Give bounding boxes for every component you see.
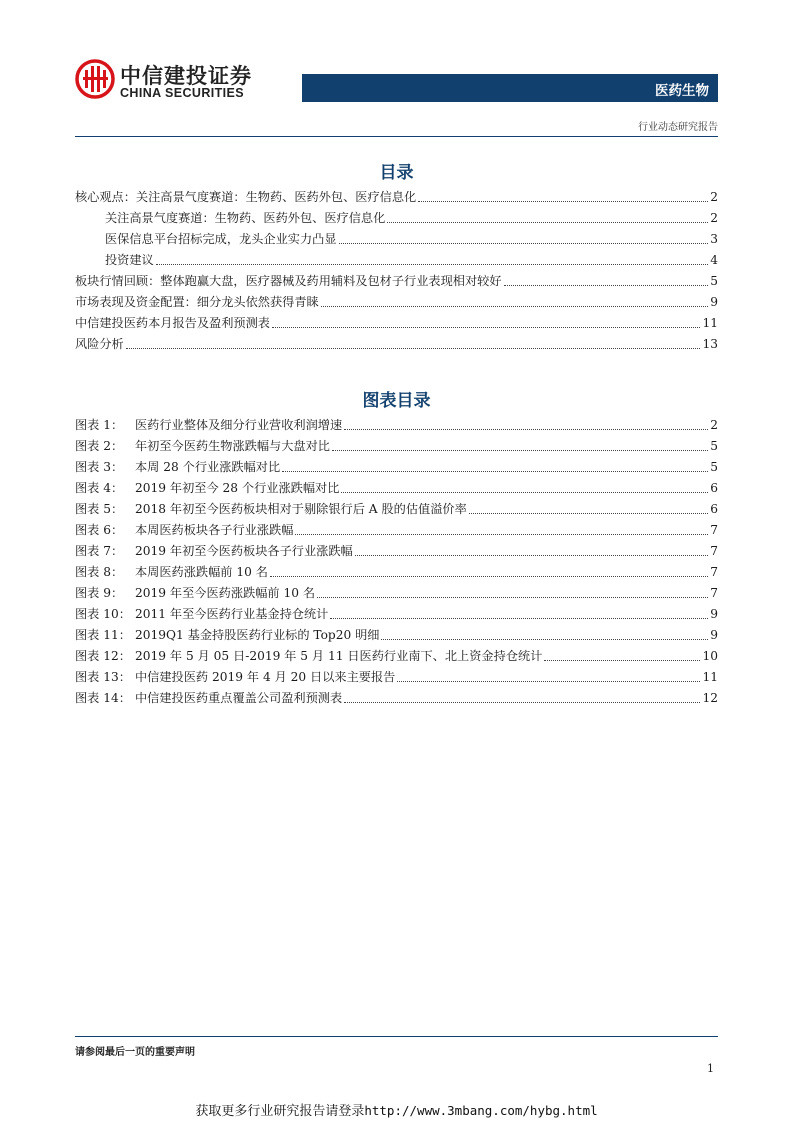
figure-entry[interactable] (75, 601, 718, 622)
figure-entry-label (75, 502, 467, 517)
figure-caption: 2019 年初至今医药板块各子行业涨跌幅 (135, 544, 353, 558)
entry-page-number: 5 (710, 439, 718, 453)
dot-leader (330, 618, 708, 619)
figure-entry[interactable] (75, 433, 718, 454)
entry-page-number: 9 (710, 628, 718, 642)
entry-page-number: 5 (710, 274, 718, 288)
figure-entry-label (75, 649, 542, 664)
company-logo (74, 58, 274, 108)
disclaimer-note: 请参阅最后一页的重要声明 (75, 1047, 195, 1058)
toc-entry[interactable] (75, 268, 718, 289)
figure-number: 图表 13： (75, 670, 131, 684)
figure-number: 图表 2： (75, 439, 124, 453)
figure-caption: 2019 年至今医药涨跌幅前 10 名 (135, 586, 316, 600)
dot-leader (272, 327, 700, 328)
dot-leader (317, 597, 708, 598)
figure-entry-label (75, 565, 268, 580)
entry-page-number: 9 (710, 295, 718, 309)
download-link[interactable]: http://www.3mbang.com/hybg.html (364, 1103, 598, 1118)
figure-entry[interactable] (75, 559, 718, 580)
figure-number: 图表 3： (75, 460, 124, 474)
figure-entry[interactable] (75, 517, 718, 538)
dot-leader (469, 513, 708, 514)
entry-page-number: 7 (710, 586, 718, 600)
dot-leader (355, 555, 709, 556)
entry-page-number: 2 (710, 418, 718, 432)
figure-caption: 年初至今医药生物涨跌幅与大盘对比 (135, 439, 330, 453)
toc-entry[interactable] (75, 226, 718, 247)
entry-page-number: 2 (710, 190, 718, 204)
toc-list (75, 184, 718, 352)
figure-number: 图表 7： (75, 544, 124, 558)
entry-page-number: 7 (710, 544, 718, 558)
dot-leader (341, 492, 708, 493)
dot-leader (126, 348, 701, 349)
figure-number: 图表 11： (75, 628, 131, 642)
category-banner (302, 74, 718, 102)
figure-caption: 中信建投医药 2019 年 4 月 20 日以来主要报告 (135, 670, 396, 684)
figure-caption: 2019 年初至今 28 个行业涨跌幅对比 (135, 481, 340, 495)
figure-entry-label (75, 607, 328, 622)
figure-entry[interactable] (75, 412, 718, 433)
figure-number: 图表 9： (75, 586, 124, 600)
figure-caption: 医药行业整体及细分行业营收利润增速 (135, 418, 343, 432)
toc-title: 目录 (379, 163, 414, 183)
toc-entry[interactable] (75, 184, 718, 205)
dot-leader (387, 222, 708, 223)
figure-entry[interactable] (75, 580, 718, 601)
entry-page-number: 3 (710, 232, 718, 246)
page-number: 1 (707, 1062, 714, 1075)
entry-page-number: 9 (710, 607, 718, 621)
figure-entry-label (75, 460, 280, 475)
figure-entry[interactable] (75, 643, 718, 664)
figure-entry[interactable] (75, 538, 718, 559)
toc-entry[interactable] (75, 289, 718, 310)
header-divider (75, 136, 718, 137)
toc-entry-label: 风险分析 (75, 337, 124, 351)
figure-entry[interactable] (75, 685, 718, 706)
figure-number: 图表 6： (75, 523, 124, 537)
toc-entry[interactable] (75, 331, 718, 352)
dot-leader (504, 285, 709, 286)
logo-english-name: CHINA SECURITIES (120, 86, 245, 100)
category-label: 医药生物 (655, 83, 709, 99)
figure-entry[interactable] (75, 454, 718, 475)
toc-entry-label: 医保信息平台招标完成，龙头企业实力凸显 (105, 232, 337, 246)
figure-entry-label (75, 691, 342, 706)
toc-entry-label: 板块行情回顾：整体跑赢大盘，医疗器械及药用辅料及包材子行业表现相对较好 (75, 274, 502, 288)
figure-number: 图表 4： (75, 481, 124, 495)
report-type: 行业动态研究报告 (638, 122, 718, 133)
dot-leader (418, 201, 708, 202)
china-securities-logo-icon (74, 58, 116, 100)
figure-entry-label (75, 670, 395, 685)
entry-page-number: 11 (702, 316, 718, 330)
figure-number: 图表 5： (75, 502, 124, 516)
dot-leader (544, 660, 700, 661)
dot-leader (321, 306, 708, 307)
toc-entry-label: 核心观点：关注高景气度赛道：生物药、医药外包、医疗信息化 (75, 190, 417, 204)
dot-leader (339, 243, 709, 244)
figure-caption: 中信建投医药重点覆盖公司盈利预测表 (135, 691, 343, 705)
figure-entry[interactable] (75, 475, 718, 496)
figure-caption: 2019 年 5 月 05 日-2019 年 5 月 11 日医药行业南下、北上资金持仓统计 (135, 649, 543, 663)
dot-leader (156, 264, 708, 265)
figure-list-title: 图表目录 (362, 391, 431, 411)
figure-entry-label (75, 586, 315, 601)
figure-entry-label (75, 628, 379, 643)
figure-entry[interactable] (75, 622, 718, 643)
entry-page-number: 6 (710, 502, 718, 516)
entry-page-number: 7 (710, 523, 718, 537)
figure-caption: 2018 年初至今医药板块相对于剔除银行后 A 股的估值溢价率 (135, 502, 467, 516)
figure-entry-label (75, 481, 339, 496)
toc-entry-label: 市场表现及资金配置：细分龙头依然获得青睐 (75, 295, 319, 309)
download-banner (0, 1100, 793, 1119)
figure-caption: 本周医药涨跌幅前 10 名 (135, 565, 268, 579)
toc-entry-label: 投资建议 (105, 253, 154, 267)
figure-number: 图表 14： (75, 691, 131, 705)
figure-number: 图表 10： (75, 607, 131, 621)
figure-list (75, 412, 718, 706)
figure-entry-label (75, 418, 342, 433)
dot-leader (344, 429, 708, 430)
figure-entry[interactable] (75, 496, 718, 517)
entry-page-number: 5 (710, 460, 718, 474)
figure-number: 图表 1： (75, 418, 124, 432)
dot-leader (282, 471, 708, 472)
entry-page-number: 11 (702, 670, 718, 684)
entry-page-number: 2 (710, 211, 718, 225)
toc-entry[interactable] (75, 247, 718, 268)
entry-page-number: 4 (710, 253, 718, 267)
dot-leader (381, 639, 708, 640)
figure-number: 图表 12： (75, 649, 131, 663)
figure-caption: 本周医药板块各子行业涨跌幅 (135, 523, 294, 537)
dot-leader (270, 576, 708, 577)
entry-page-number: 10 (702, 649, 718, 663)
figure-caption: 本周 28 个行业涨跌幅对比 (135, 460, 281, 474)
dot-leader (295, 534, 708, 535)
toc-entry-label: 中信建投医药本月报告及盈利预测表 (75, 316, 270, 330)
entry-page-number: 13 (702, 337, 718, 351)
dot-leader (397, 681, 700, 682)
download-text: 获取更多行业研究报告请登录 (195, 1104, 365, 1119)
toc-entry-label: 关注高景气度赛道：生物药、医药外包、医疗信息化 (105, 211, 386, 225)
toc-entry[interactable] (75, 310, 718, 331)
entry-page-number: 6 (710, 481, 718, 495)
dot-leader (344, 702, 700, 703)
entry-page-number: 12 (702, 691, 718, 705)
figure-entry[interactable] (75, 664, 718, 685)
figure-number: 图表 8： (75, 565, 124, 579)
figure-entry-label (75, 523, 293, 538)
toc-entry[interactable] (75, 205, 718, 226)
figure-caption: 2019Q1 基金持股医药行业标的 Top20 明细 (135, 628, 380, 642)
figure-entry-label (75, 439, 330, 454)
footer-divider (75, 1036, 718, 1037)
entry-page-number: 7 (710, 565, 718, 579)
figure-entry-label (75, 544, 353, 559)
figure-caption: 2011 年至今医药行业基金持仓统计 (135, 607, 329, 621)
logo-chinese-name: 中信建投证券 (120, 64, 252, 88)
dot-leader (332, 450, 708, 451)
